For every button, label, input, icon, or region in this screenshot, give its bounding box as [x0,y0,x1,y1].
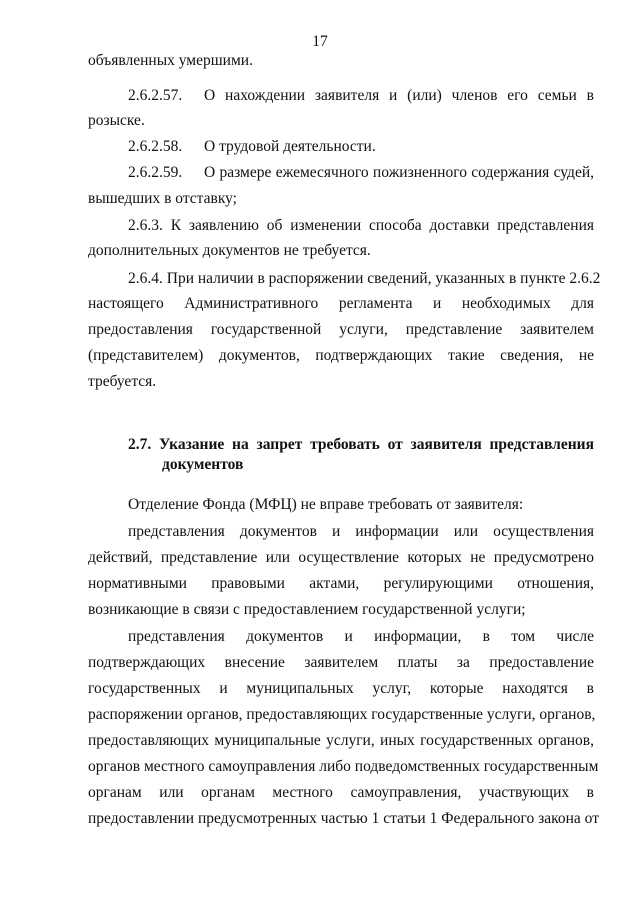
paragraph-2-6-3: 2.6.3. К заявлению об изменении способа доставки представления [128,217,594,234]
clause-text: О размере ежемесячного пожизненного содержания судей, [204,164,594,181]
text-line: предоставления государственной услуги, представление заявителем [88,321,594,338]
text-line: органов местного самоуправления либо подведомственных государственным [88,758,599,775]
paragraph-2-6-2-59 [128,163,594,183]
clause-text: О трудовой деятельности. [204,138,376,155]
text-line: дополнительных документов не требуется. [88,242,371,259]
page-number: 17 [312,33,328,50]
list-item-1: представления документов и информации или осуществления [128,523,594,540]
text-line: нормативными правовыми актами, регулирующими отношения, [88,575,594,592]
text-line: предоставляющих муниципальные услуги, иных государственных органов, [88,732,594,749]
clause-number: 2.6.2.59. [128,164,183,181]
section-heading-2-7: 2.7. Указание на запрет требовать от заявителя представления [128,436,594,453]
text-line: требуется. [88,373,157,390]
section-heading-2-7-cont: документов [162,456,244,473]
clause-number: 2.6.2.57. [128,87,183,104]
paragraph-2-6-2-58 [128,137,594,157]
text-line: (представителем) документов, подтверждающих такие сведения, не [88,347,594,364]
text-line: объявленных умершими. [88,52,253,69]
text-line: предоставлении предусмотренных частью 1 статьи 1 Федерального закона от [88,810,599,827]
text-line: распоряжении органов, предоставляющих государственные услуги, органов, [88,706,596,723]
text-line: возникающие в связи с предоставлением государственной услуги; [88,601,526,618]
clause-number: 2.6.2.58. [128,138,183,155]
paragraph-intro: Отделение Фонда (МФЦ) не вправе требовать от заявителя: [128,496,524,513]
list-item-2: представления документов и информации, в том числе [128,628,594,645]
text-line: подтверждающих внесение заявителем платы за предоставление [88,654,594,671]
text-line: настоящего Административного регламента и необходимых для [88,295,594,312]
text-line: государственных и муниципальных услуг, которые находятся в [88,680,594,697]
text-line: органам или органам местного самоуправления, участвующих в [88,784,594,801]
text-line: действий, представление или осуществление которых не предусмотрено [88,549,594,566]
text-line: вышедших в отставку; [88,190,237,207]
text-line: розыске. [88,112,145,129]
paragraph-2-6-4: 2.6.4. При наличии в распоряжении сведений, указанных в пункте 2.6.2 [128,270,601,287]
paragraph-2-6-2-57 [128,86,594,106]
clause-text: О нахождении заявителя и (или) членов его семьи в [204,87,594,104]
